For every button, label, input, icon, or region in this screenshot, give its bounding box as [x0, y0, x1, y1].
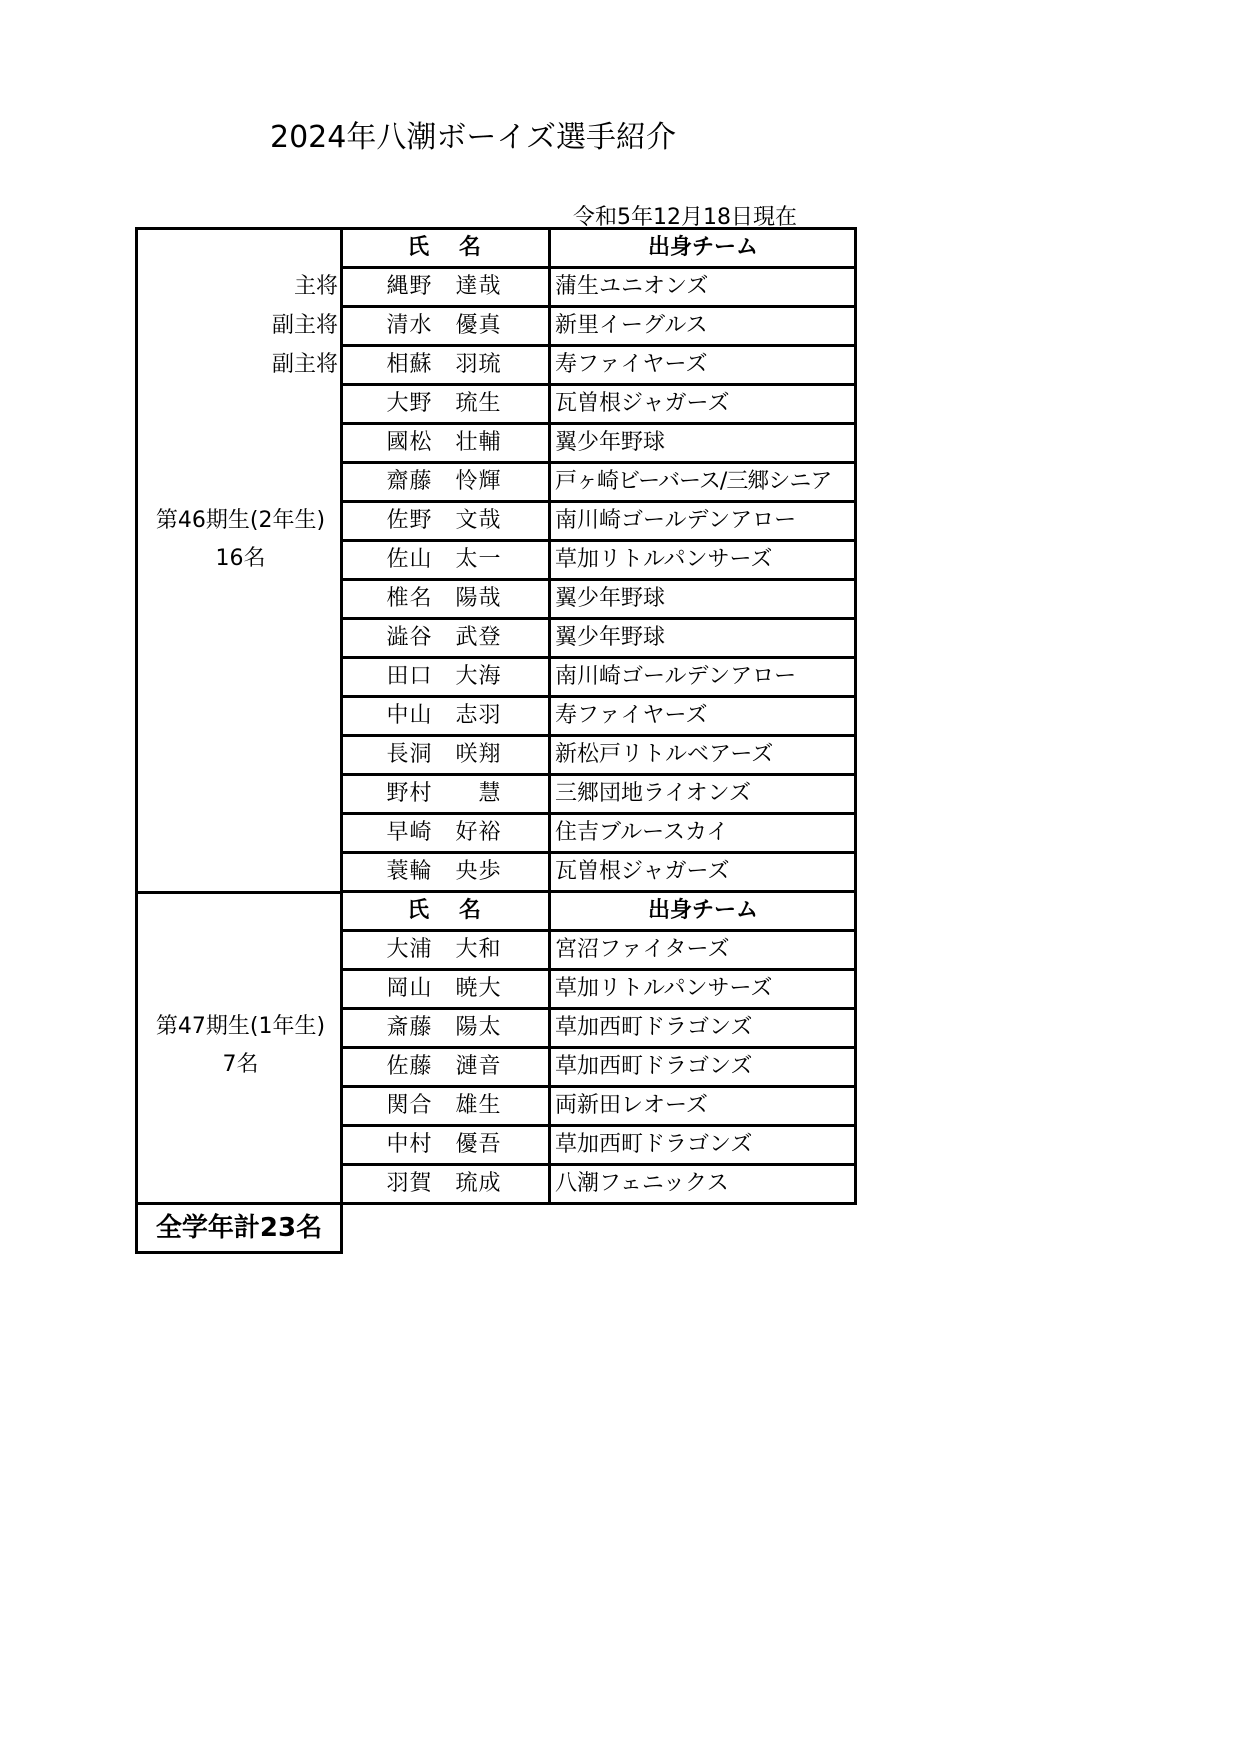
player-team: 宮沼ファイターズ	[555, 937, 730, 962]
table-row	[343, 698, 857, 737]
table-row	[343, 464, 857, 503]
player-name: 野村 慧	[386, 781, 502, 806]
group-label-line1: 第47期生(1年生)	[155, 1014, 326, 1039]
player-name: 斎藤 陽太	[386, 1015, 502, 1040]
group-label-47	[138, 1008, 343, 1084]
player-name: 佐山 太一	[386, 547, 502, 572]
player-name: 岡山 暁大	[386, 976, 502, 1001]
player-team: 三郷団地ライオンズ	[555, 781, 752, 806]
table-row	[343, 737, 857, 776]
player-team: 草加リトルパンサーズ	[555, 976, 773, 1001]
table-row	[343, 425, 857, 464]
table-row	[343, 815, 857, 854]
table-row	[343, 542, 857, 581]
player-team: 戸ヶ崎ビーバース/三郷シニア	[555, 469, 832, 494]
player-team: 新松戸リトルベアーズ	[555, 742, 774, 767]
player-name: 佐藤 漣音	[386, 1054, 502, 1079]
player-name: 佐野 文哉	[386, 508, 502, 533]
player-name: 相蘇 羽琉	[386, 352, 502, 377]
player-team: 草加西町ドラゴンズ	[555, 1015, 753, 1040]
player-name: 大野 琉生	[386, 391, 502, 416]
table-row	[343, 1127, 857, 1166]
player-team: 翼少年野球	[555, 625, 666, 650]
table-row	[343, 308, 857, 347]
role-label: 副主将	[271, 352, 338, 377]
player-name: 清水 優真	[386, 313, 502, 338]
table-row	[343, 620, 857, 659]
header-team: 出身チーム	[647, 898, 758, 923]
player-name: 中山 志羽	[386, 703, 502, 728]
player-name: 蓑輪 央歩	[386, 859, 502, 884]
player-team: 住吉ブルースカイ	[555, 820, 729, 845]
player-name: 中村 優吾	[386, 1132, 502, 1157]
player-name: 縄野 達哉	[386, 274, 502, 299]
player-name: 田口 大海	[386, 664, 502, 689]
table-row	[343, 659, 857, 698]
table-row	[343, 854, 857, 893]
player-team: 草加西町ドラゴンズ	[555, 1132, 753, 1157]
header-name: 氏 名	[407, 898, 481, 923]
table-row	[343, 1166, 857, 1205]
player-name: 齋藤 怜輝	[386, 469, 502, 494]
table-row	[343, 347, 857, 386]
table-header-row	[343, 893, 857, 932]
table-row	[343, 386, 857, 425]
header-name: 氏 名	[407, 235, 481, 260]
player-team: 瓦曽根ジャガーズ	[555, 391, 730, 416]
page-title: 2024年八潮ボーイズ選手紹介	[270, 120, 677, 155]
table-row	[343, 971, 857, 1010]
player-team: 寿ファイヤーズ	[555, 352, 708, 377]
role-label: 副主将	[271, 313, 338, 338]
table-row	[343, 1088, 857, 1127]
player-name: 椎名 陽哉	[386, 586, 502, 611]
grand-total: 全学年計23名	[135, 1202, 343, 1254]
player-team: 八潮フェニックス	[555, 1171, 729, 1196]
player-team: 蒲生ユニオンズ	[555, 274, 709, 299]
table-row	[343, 581, 857, 620]
player-name: 関合 雄生	[386, 1093, 502, 1118]
table-row	[343, 503, 857, 542]
table-row	[343, 776, 857, 815]
player-team: 新里イーグルス	[555, 313, 708, 338]
group-label-46	[138, 502, 343, 578]
player-name: 早崎 好裕	[386, 820, 502, 845]
player-team: 草加西町ドラゴンズ	[555, 1054, 753, 1079]
player-team: 寿ファイヤーズ	[555, 703, 708, 728]
player-team: 南川崎ゴールデンアロー	[555, 508, 797, 533]
table-row	[343, 269, 857, 308]
group-label-line1: 第46期生(2年生)	[155, 508, 326, 533]
player-team: 両新田レオーズ	[555, 1093, 708, 1118]
player-team: 草加リトルパンサーズ	[555, 547, 773, 572]
player-name: 國松 壮輔	[386, 430, 502, 455]
group-label-line2: 16名	[215, 546, 266, 571]
table-header-row	[343, 230, 857, 269]
player-name: 大浦 大和	[386, 937, 502, 962]
group-separator	[138, 891, 343, 894]
roster-table	[135, 227, 857, 1205]
as-of-date: 令和5年12月18日現在	[573, 205, 797, 230]
header-team: 出身チーム	[647, 235, 758, 260]
role-label: 主将	[293, 274, 338, 299]
table-row	[343, 1010, 857, 1049]
player-team: 瓦曽根ジャガーズ	[555, 859, 730, 884]
player-name: 羽賀 琉成	[386, 1171, 502, 1196]
player-team: 翼少年野球	[555, 586, 666, 611]
player-team: 翼少年野球	[555, 430, 666, 455]
table-row	[343, 932, 857, 971]
table-row	[343, 1049, 857, 1088]
group-label-line2: 7名	[222, 1052, 259, 1077]
player-name: 長洞 咲翔	[386, 742, 502, 767]
player-name: 澁谷 武登	[386, 625, 502, 650]
player-team: 南川崎ゴールデンアロー	[555, 664, 797, 689]
